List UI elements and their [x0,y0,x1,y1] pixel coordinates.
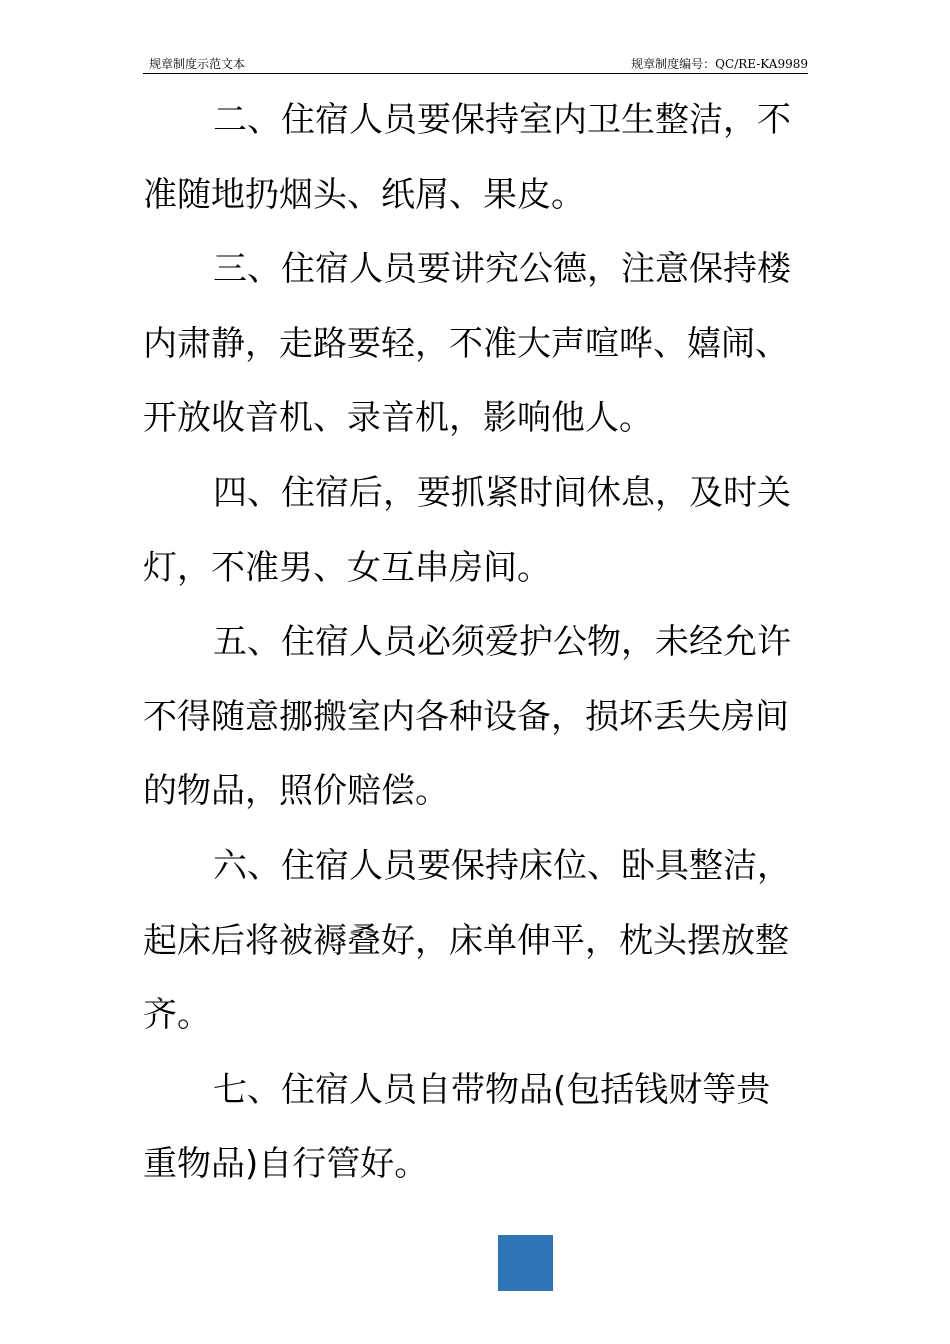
paragraph-rule-2: 二、住宿人员要保持室内卫生整洁，不准随地扔烟头、纸屑、果皮。 [143,100,791,215]
page-marker-block [498,1235,553,1291]
header-doc-number: 规章制度编号：QC/RE-KA9989 [631,57,808,71]
paragraph-rule-4: 四、住宿后，要抓紧时间休息，及时关灯，不准男、女互串房间。 [143,472,791,588]
paragraph-rule-5: 五、住宿人员必须爱护公物，未经允许不得随意挪搬室内各种设备，损坏丢失房间的物品，照价赔偿。 [143,622,791,812]
page-header [143,55,808,74]
paragraph-rule-3: 三、住宿人员要讲究公德，注意保持楼内肃静，走路要轻，不准大声喧哗、嬉闹、开放收音机、录音机，影响他人。 [143,249,791,439]
document-body [143,83,793,1202]
paragraph-rule-7: 七、住宿人员自带物品(包括钱财等贵重物品)自行管好。 [143,1069,771,1185]
header-doc-type: 规章制度示范文本 [149,57,246,71]
paragraph-rule-6: 六、住宿人员要保持床位、卧具整洁，起床后将被褥叠好，床单伸平，枕头摆放整齐。 [143,845,791,1036]
